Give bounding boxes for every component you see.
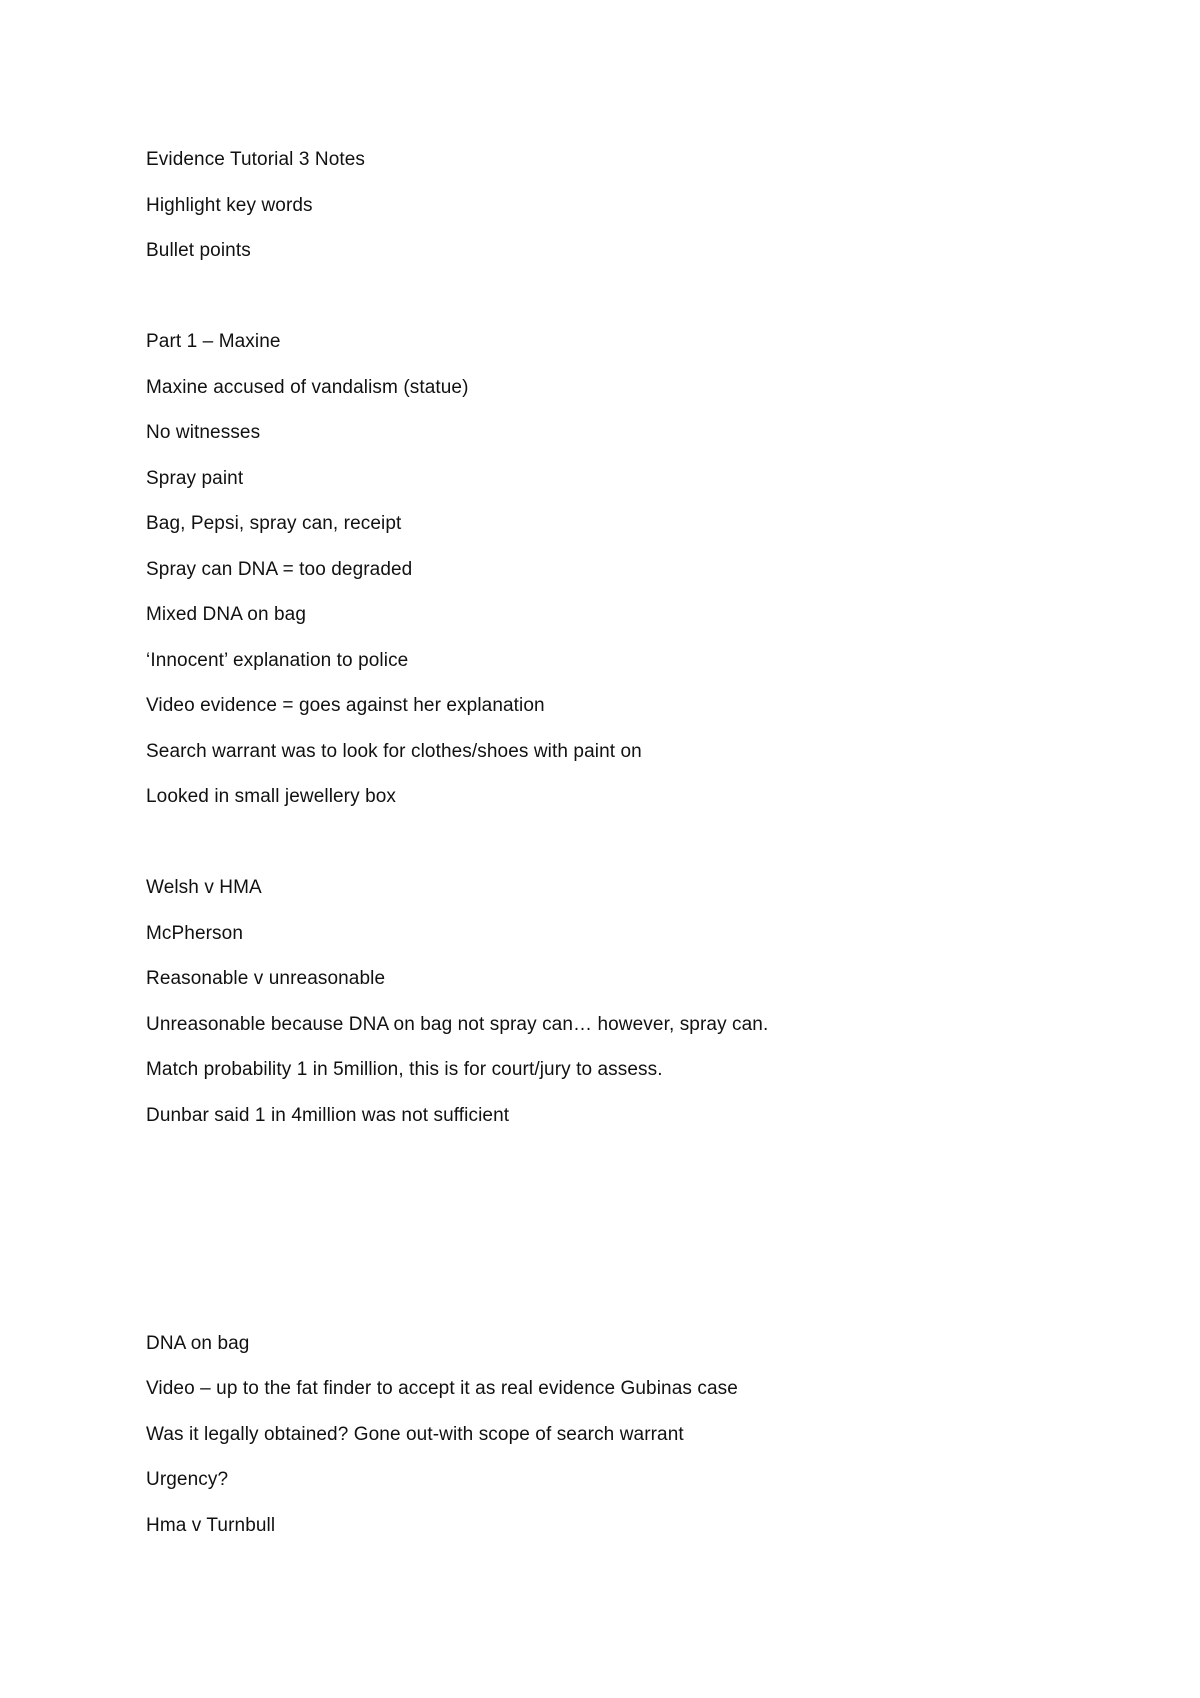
note-line: Welsh v HMA bbox=[146, 877, 262, 898]
note-line: Dunbar said 1 in 4million was not sufficient bbox=[146, 1105, 510, 1126]
note-line: Video evidence = goes against her explanation bbox=[146, 695, 545, 716]
note-line: Reasonable v unreasonable bbox=[146, 968, 386, 989]
note-line: Urgency? bbox=[146, 1469, 229, 1490]
note-line: Search warrant was to look for clothes/shoes with paint on bbox=[146, 741, 642, 762]
note-line: Maxine accused of vandalism (statue) bbox=[146, 377, 469, 398]
note-line: Spray can DNA = too degraded bbox=[146, 559, 413, 580]
note-line: Match probability 1 in 5million, this is for court/jury to assess. bbox=[146, 1059, 663, 1080]
note-line: Hma v Turnbull bbox=[146, 1515, 276, 1536]
note-line: Highlight key words bbox=[146, 195, 313, 216]
note-line: Bag, Pepsi, spray can, receipt bbox=[146, 513, 402, 534]
section-heading: Part 1 – Maxine bbox=[146, 331, 281, 352]
note-line: Was it legally obtained? Gone out-with scope of search warrant bbox=[146, 1424, 684, 1445]
document-title: Evidence Tutorial 3 Notes bbox=[146, 149, 366, 170]
note-line: Video – up to the fat finder to accept it as real evidence Gubinas case bbox=[146, 1378, 738, 1399]
note-line: ‘Innocent’ explanation to police bbox=[146, 650, 409, 671]
note-line: DNA on bag bbox=[146, 1333, 250, 1354]
note-line: Spray paint bbox=[146, 468, 244, 489]
note-line: No witnesses bbox=[146, 422, 261, 443]
note-line: McPherson bbox=[146, 923, 243, 944]
note-line: Looked in small jewellery box bbox=[146, 786, 397, 807]
note-line: Mixed DNA on bag bbox=[146, 604, 307, 625]
note-line: Bullet points bbox=[146, 240, 251, 261]
note-line: Unreasonable because DNA on bag not spray can… however, spray can. bbox=[146, 1014, 769, 1035]
